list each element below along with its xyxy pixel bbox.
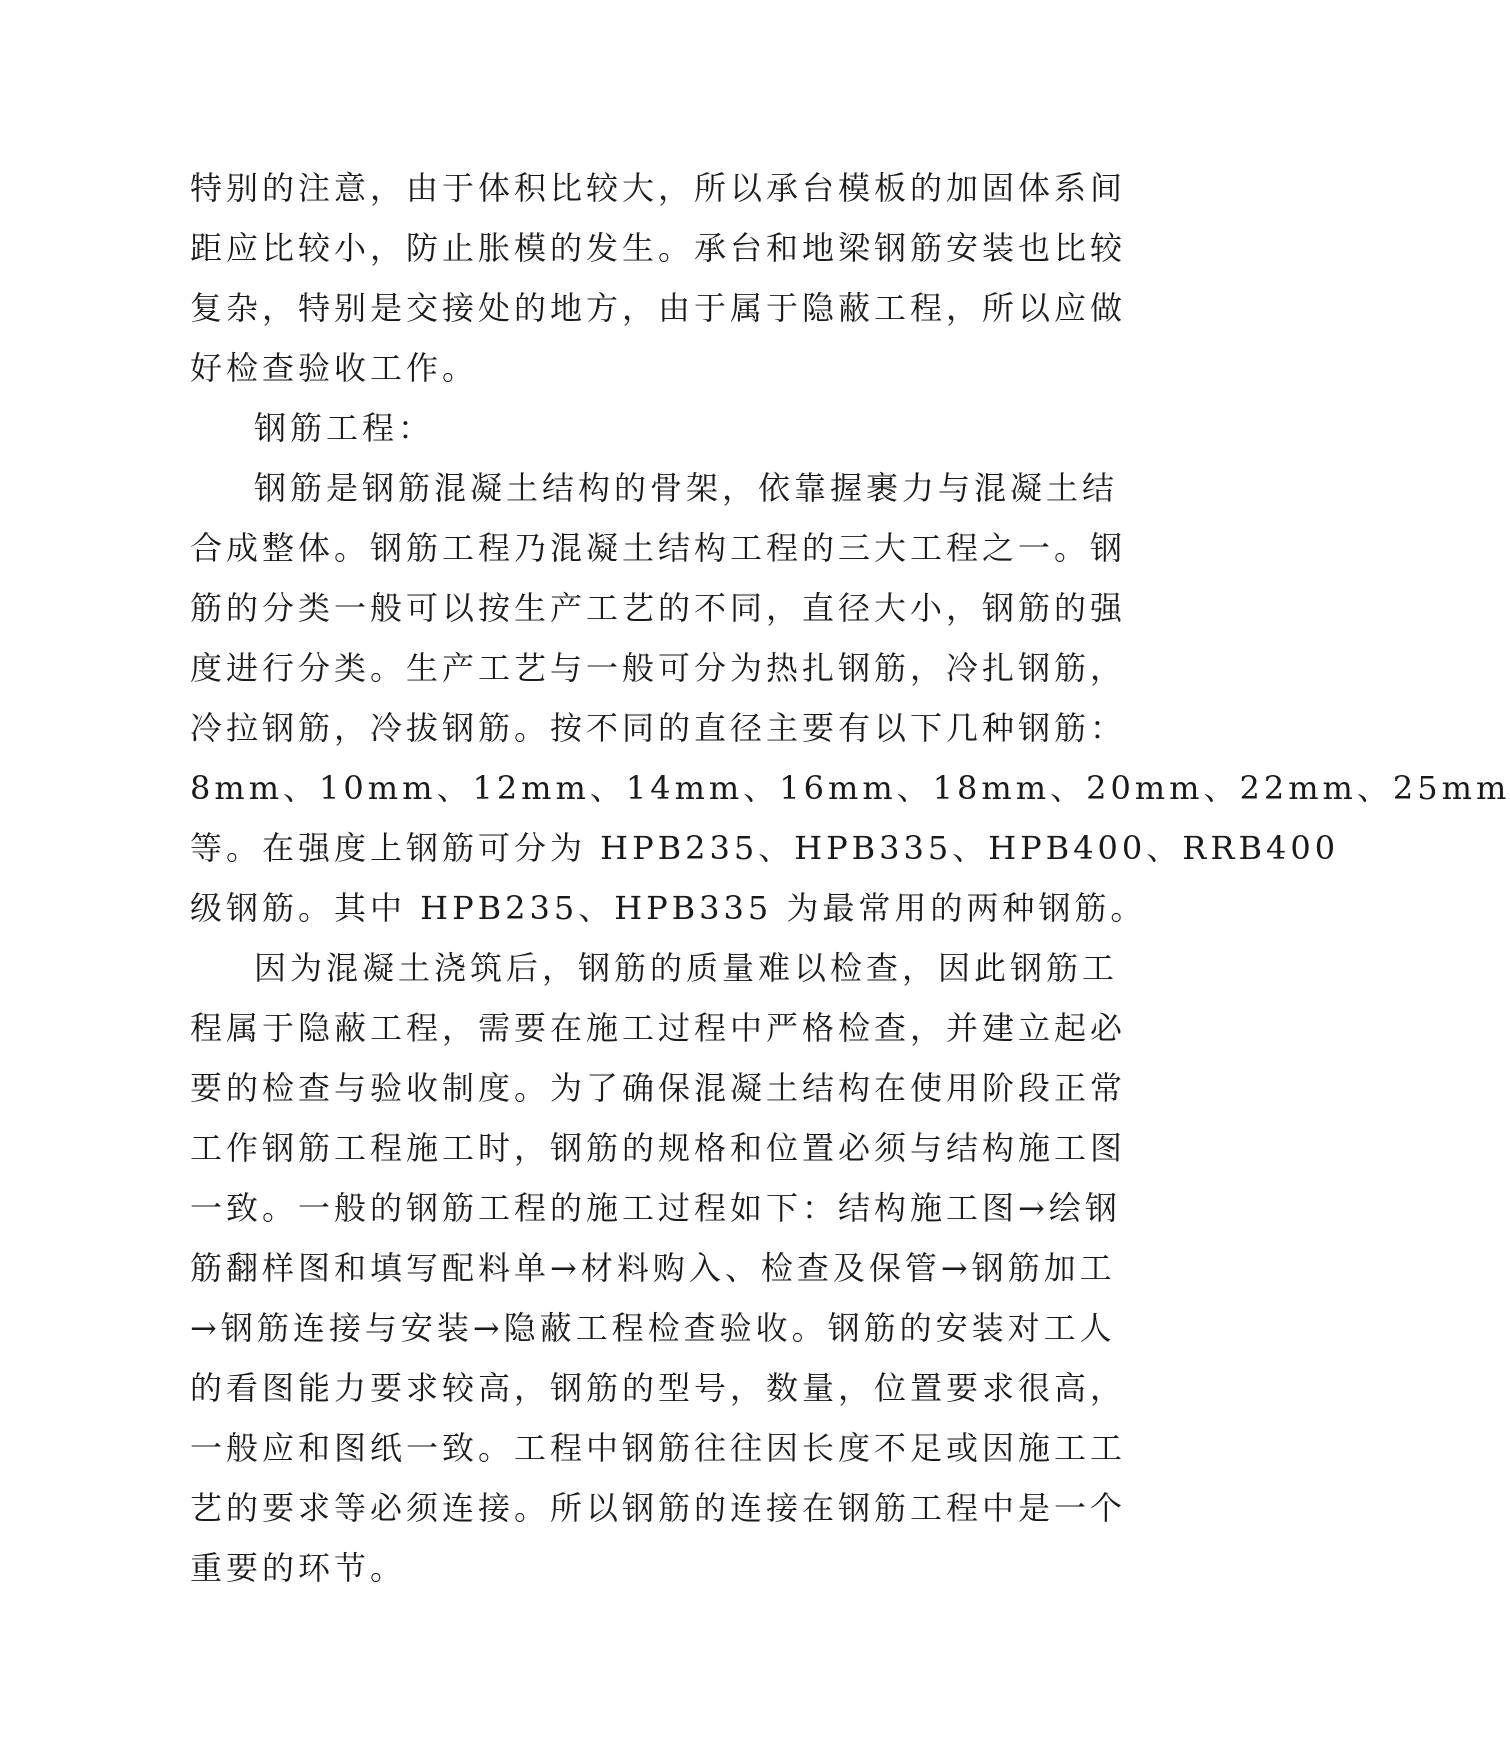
paragraph-3-line-1: 钢筋是钢筋混凝土结构的骨架，依靠握裹力与混凝土结	[254, 469, 1119, 507]
paragraph-3-line-4: 度进行分类。生产工艺与一般可分为热扎钢筋，冷扎钢筋，	[190, 649, 1127, 687]
paragraph-1-line-1: 特别的注意，由于体积比较大，所以承台模板的加固体系间	[190, 169, 1127, 207]
paragraph-4-line-8: 的看图能力要求较高，钢筋的型号，数量，位置要求很高，	[190, 1369, 1127, 1407]
paragraph-3-line-7: 等。在强度上钢筋可分为 HPB235、HPB335、HPB400、RRB400	[190, 829, 1340, 867]
paragraph-4-line-7: →钢筋连接与安装→隐蔽工程检查验收。钢筋的安装对工人	[190, 1309, 1116, 1347]
paragraph-3-line-5: 冷拉钢筋，冷拔钢筋。按不同的直径主要有以下几种钢筋：	[190, 709, 1127, 747]
paragraph-1-line-4: 好检查验收工作。	[190, 349, 479, 387]
paragraph-4-line-4: 工作钢筋工程施工时，钢筋的规格和位置必须与结构施工图	[190, 1129, 1127, 1167]
paragraph-4-line-3: 要的检查与验收制度。为了确保混凝土结构在使用阶段正常	[190, 1069, 1127, 1107]
paragraph-4-line-10: 艺的要求等必须连接。所以钢筋的连接在钢筋工程中是一个	[190, 1489, 1127, 1527]
paragraph-4-line-9: 一般应和图纸一致。工程中钢筋往往因长度不足或因施工工	[190, 1429, 1127, 1467]
paragraph-3-line-8: 级钢筋。其中 HPB235、HPB335 为最常用的两种钢筋。	[190, 889, 1147, 927]
paragraph-3-line-3: 筋的分类一般可以按生产工艺的不同，直径大小，钢筋的强	[190, 589, 1127, 627]
paragraph-1	[190, 158, 1127, 398]
paragraph-3	[190, 458, 1510, 938]
paragraph-1-line-3: 复杂，特别是交接处的地方，由于属于隐蔽工程，所以应做	[190, 289, 1127, 327]
paragraph-3-line-6: 8mm、10mm、12mm、14mm、16mm、18mm、20mm、22mm、25mm	[190, 769, 1510, 807]
paragraph-4-line-11: 重要的环节。	[190, 1549, 407, 1587]
section-heading	[190, 398, 1052, 458]
paragraph-4-line-5: 一致。一般的钢筋工程的施工过程如下：结构施工图→绘钢	[190, 1189, 1121, 1227]
paragraph-4-line-1: 因为混凝土浇筑后，钢筋的质量难以检查，因此钢筋工	[254, 949, 1119, 987]
paragraph-3-line-2: 合成整体。钢筋工程乃混凝土结构工程的三大工程之一。钢	[190, 529, 1127, 567]
paragraph-4-line-6: 筋翻样图和填写配料单→材料购入、检查及保管→钢筋加工	[190, 1249, 1116, 1287]
paragraph-4-line-2: 程属于隐蔽工程，需要在施工过程中严格检查，并建立起必	[190, 1009, 1127, 1047]
paragraph-1-line-2: 距应比较小，防止胀模的发生。承台和地梁钢筋安装也比较	[190, 229, 1127, 267]
section-heading-text: 钢筋工程：	[254, 409, 435, 447]
body-text	[190, 158, 1510, 1598]
paragraph-4	[190, 938, 1127, 1598]
